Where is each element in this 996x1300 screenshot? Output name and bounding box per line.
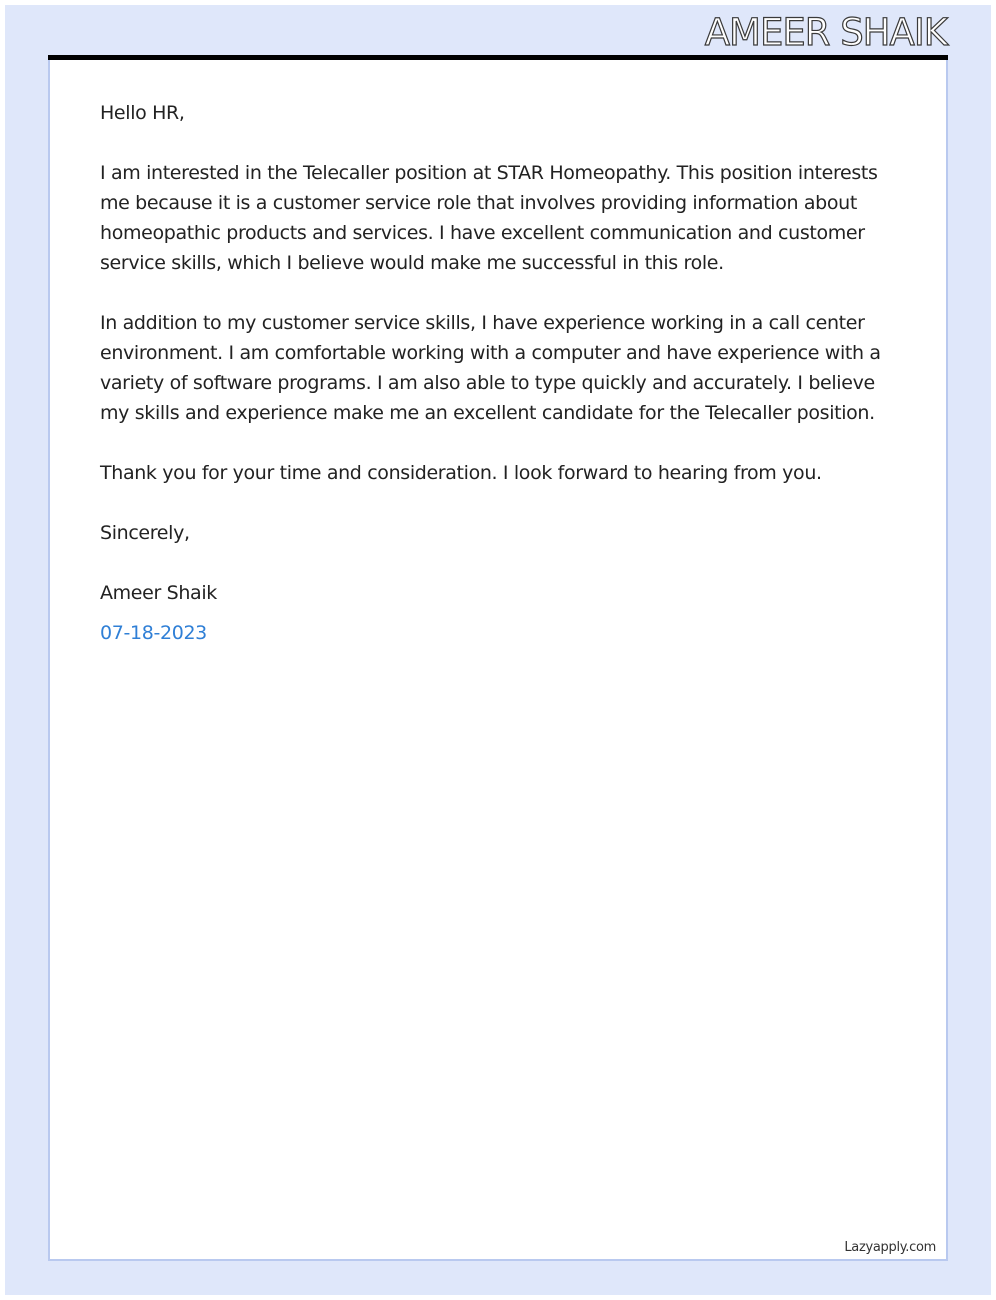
letter-body (100, 98, 900, 648)
letter-paragraph-2: In addition to my customer service skills, I have experience working in a call center environment. I am comfortable working with a computer and have experience with a variety of software programs. I am also able to type quickly and accurately. I believe my skills and experience make me an excellent candidate for the Telecaller position. (100, 312, 881, 424)
signature-name: Ameer Shaik (100, 582, 217, 604)
letter-closing: Sincerely, (100, 522, 190, 544)
letter-sheet (48, 60, 948, 1261)
footer-brand-link[interactable]: Lazyapply.com (844, 1240, 936, 1255)
letter-date: 07-18-2023 (100, 622, 207, 644)
letter-paragraph-3: Thank you for your time and consideration. I look forward to hearing from you. (100, 462, 822, 484)
header-name: AMEER SHAIK (704, 11, 947, 54)
letter-paragraph-1: I am interested in the Telecaller position at STAR Homeopathy. This position interests me because it is a customer service role that involves providing information about homeopathic products and services. I have excellent communication and customer service skills, which I believe would make me successful in this role. (100, 162, 878, 274)
letter-greeting: Hello HR, (100, 102, 185, 124)
